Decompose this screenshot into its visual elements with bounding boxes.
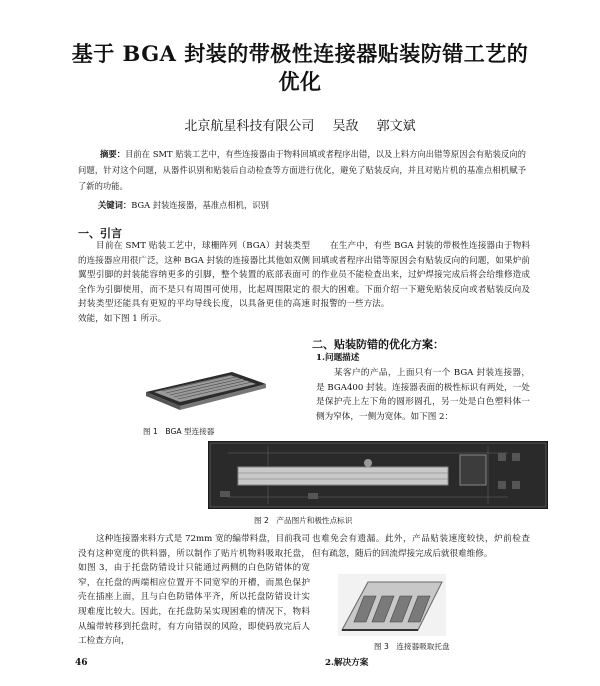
keywords-label: 关键词： (98, 200, 132, 210)
subsection2-heading: 2.解决方案 (325, 658, 369, 668)
bottom-left-paragraph: 这种连接器来料方式是 72mm 宽的编带料盘，目前我司没有这种宽度的供料器，所以制作了贴片机物料吸取托盘，如图 3，由于托盘防错设计只能通过两侧的白色防错体的宽窄，在托盘的两端相应位置开不同宽窄的开槽，而黑色保护壳在插座上面，且与白色防错体平齐，所以托盘防错设计实现难度比较大。因此，在托盘防呆实现困难的情况下，物料从编带转移到托盘时，有方向错误的风险，即使码放完后人工检查方向， (78, 534, 310, 647)
keywords-text: BGA 封装连接器，基准点相机，识别 (131, 200, 269, 210)
author-2: 郭文斌 (376, 119, 416, 134)
author-1: 吴敌 (332, 119, 359, 134)
figure3-caption: 图 3 连接器吸取托盘 (374, 642, 450, 651)
page-number: 46 (75, 658, 88, 668)
section2-heading: 二、贴装防错的优化方案： (312, 338, 444, 351)
right-paragraph-2: 某客户的产品，上面只有一个 BGA 封装连接器，是 BGA400 封装。连接器表面的极性标识有两处，一处是保护壳上左下角的圆形圆孔，另一处是白色塑料体一侧为窄体，一侧为宽体。如下图 2： (316, 368, 530, 422)
keywords (98, 199, 269, 211)
section1-heading: 一、引言 (78, 227, 122, 240)
paper-title-line2: 优化 (278, 69, 322, 94)
figure2-product-image (208, 441, 548, 509)
figure1-caption: 图 1 BGA 型连接器 (143, 427, 215, 436)
abstract-label: 摘要： (100, 149, 126, 159)
right-paragraph-1: 在生产中，有些 BGA 封装的带极性连接器由于物料回填或者程序出错等原因会有贴装反向的问题，如果炉前的作业员不能检查出来，过炉焊接完成后将会给维修造成很大的困难。下面介绍一下避免贴装反向或者贴装反向及时报警的一些方法。 (312, 241, 530, 309)
section1-paragraph: 目前在 SMT 贴装工艺中，球栅阵列（BGA）封装类型的连接器应用很广泛，这种 BGA 封装的连接器比其他如双侧翼型引脚的封装能容纳更多的引脚，整个装置的底部表面可全作为引脚使用，而不是只有周围可使用，比起周围限定的封装类型还能具有更短的平均导线长度，以具备更佳的高速效能，如下图 1 所示。 (78, 241, 310, 324)
paper-title-line1: 基于 BGA 封装的带极性连接器贴装防错工艺的 (71, 41, 529, 66)
affiliation: 北京航星科技有限公司 (184, 119, 315, 134)
subsection1-heading: 1.问题描述 (316, 353, 360, 363)
abstract-text: 目前在 SMT 贴装工艺中，有些连接器由于物料回填或者程序出错，以及上料方向出错等原因会有贴装反向的问题，针对这个问题，从器件识别和贴装后自动检查等方面进行优化，避免了贴装反向，并且对贴片机的基准点相机赋予了新的功能。 (78, 149, 526, 191)
authors (0, 115, 600, 134)
figure2-caption: 图 2 产品图片和极性点标识 (254, 516, 353, 525)
bottom-right-paragraph: 也难免会有遗漏。此外，产品贴装速度较快，炉前检查 但有疏忽，随后的回流焊接完成后就很难维修。 (312, 534, 539, 559)
figure1-connector-image (140, 362, 270, 414)
abstract (78, 146, 526, 194)
figure3-tray-image (338, 574, 446, 636)
